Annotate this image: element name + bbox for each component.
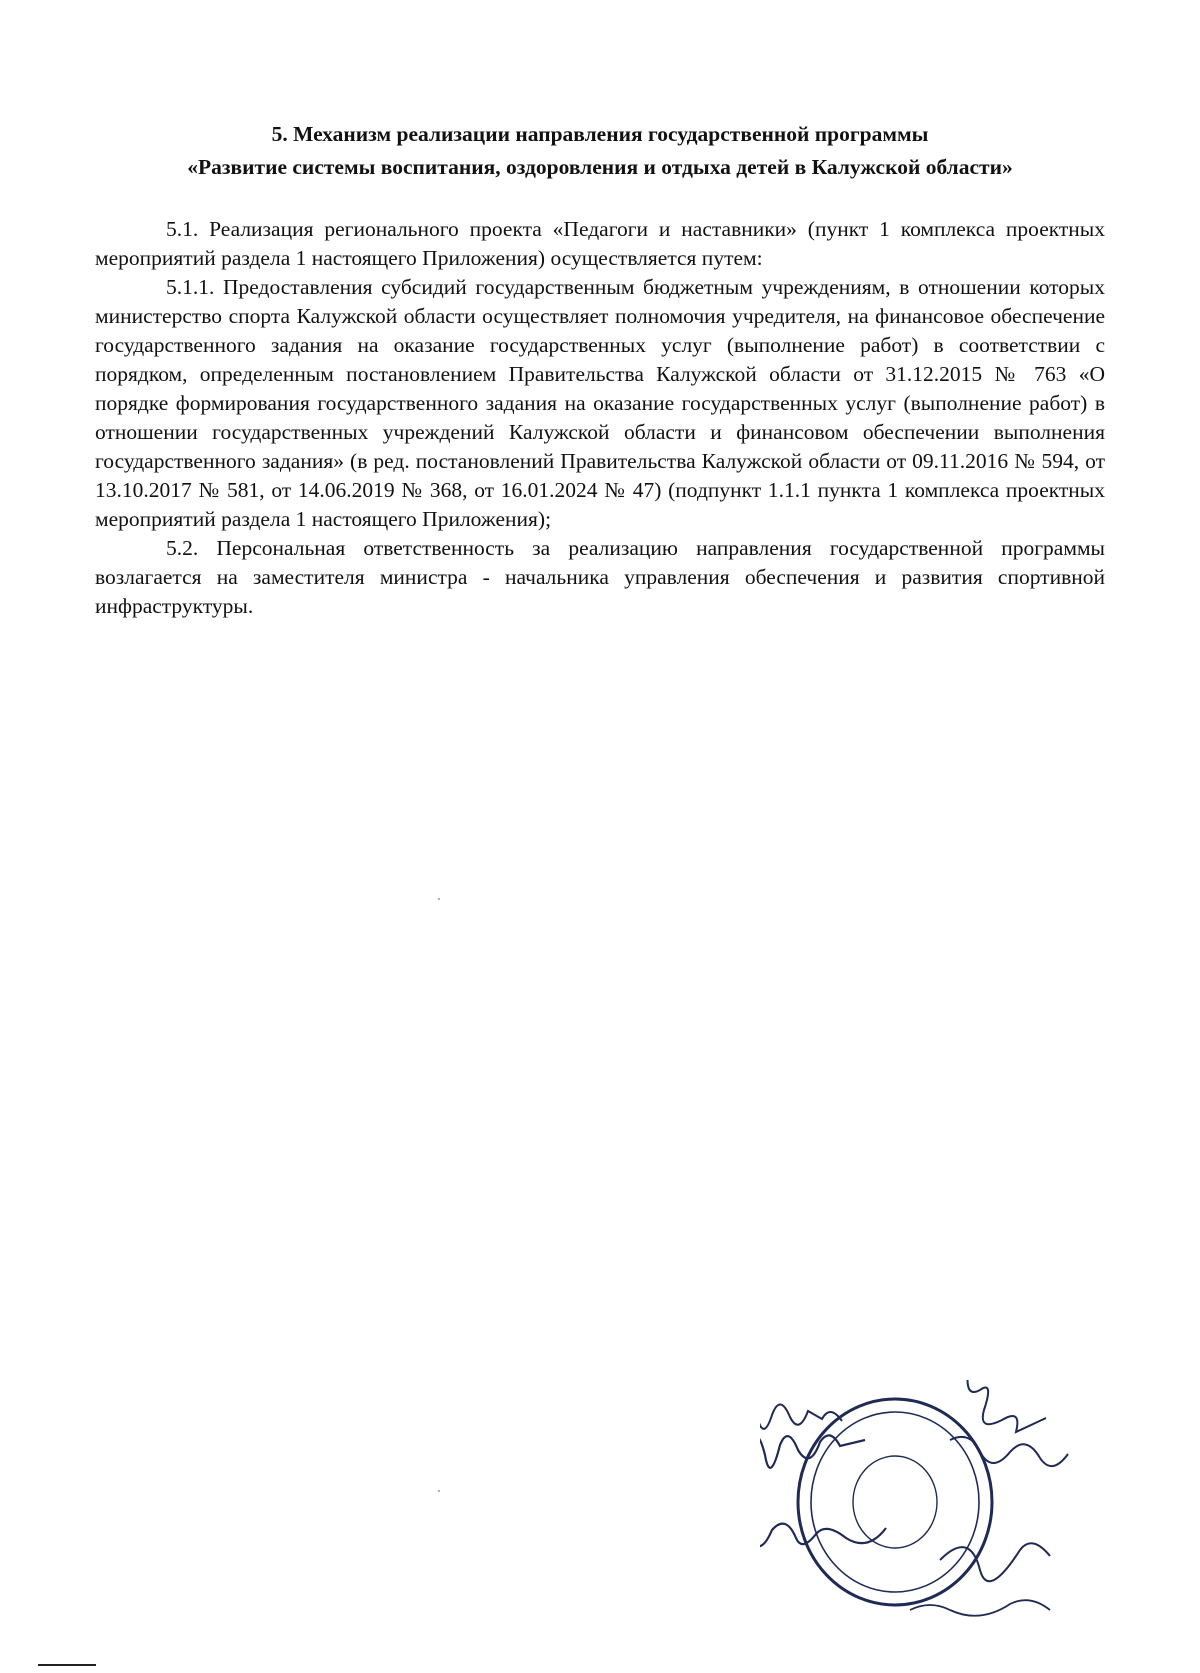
official-seal-and-signature (760, 1380, 1200, 1673)
body-text (95, 215, 1105, 621)
paragraph-5-1-1: 5.1.1. Предоставления субсидий государственным бюджетным учреждениям, в отношении которых министерство спорта Калужской области осуществляет полномочия учредителя, на финансовое обеспечение государственного задания на оказание государственных услуг (выполнение работ) в соответствии с порядком, определенным постановлением Правительства Калужской области от 31.12.2015 № 763 «О порядке формирования государственного задания на оказание государственных услуг (выполнение работ) в отношении государственных учреждений Калужской области и финансовом обеспечении выполнения государственного задания» (в ред. постановлений Правительства Калужской области от 09.11.2016 № 594, от 13.10.2017 № 581, от 14.06.2019 № 368, от 16.01.2024 № 47) (подпункт 1.1.1 пункта 1 комплекса проектных мероприятий раздела 1 настоящего Приложения); (95, 275, 1105, 531)
scan-speck (438, 1490, 440, 1492)
page-edge-dash (38, 1664, 96, 1666)
heading-line-1: 5. Механизм реализации направления государственной программы (271, 122, 929, 146)
heading-line-2: «Развитие системы воспитания, оздоровления и отдыха детей в Калужской области» (187, 155, 1013, 179)
paragraph-5-1: 5.1. Реализация регионального проекта «Педагоги и наставники» (пункт 1 комплекса проектных мероприятий раздела 1 настоящего Приложения) осуществляется путем: (95, 217, 1105, 270)
section-heading (95, 118, 1105, 184)
stamp-and-signature (760, 1380, 1200, 1673)
scan-speck (438, 898, 440, 900)
paragraph-5-2: 5.2. Персональная ответственность за реализацию направления государственной программы возлагается на заместителя министра - начальника управления обеспечения и развития спортивной инфраструктуры. (95, 536, 1105, 618)
